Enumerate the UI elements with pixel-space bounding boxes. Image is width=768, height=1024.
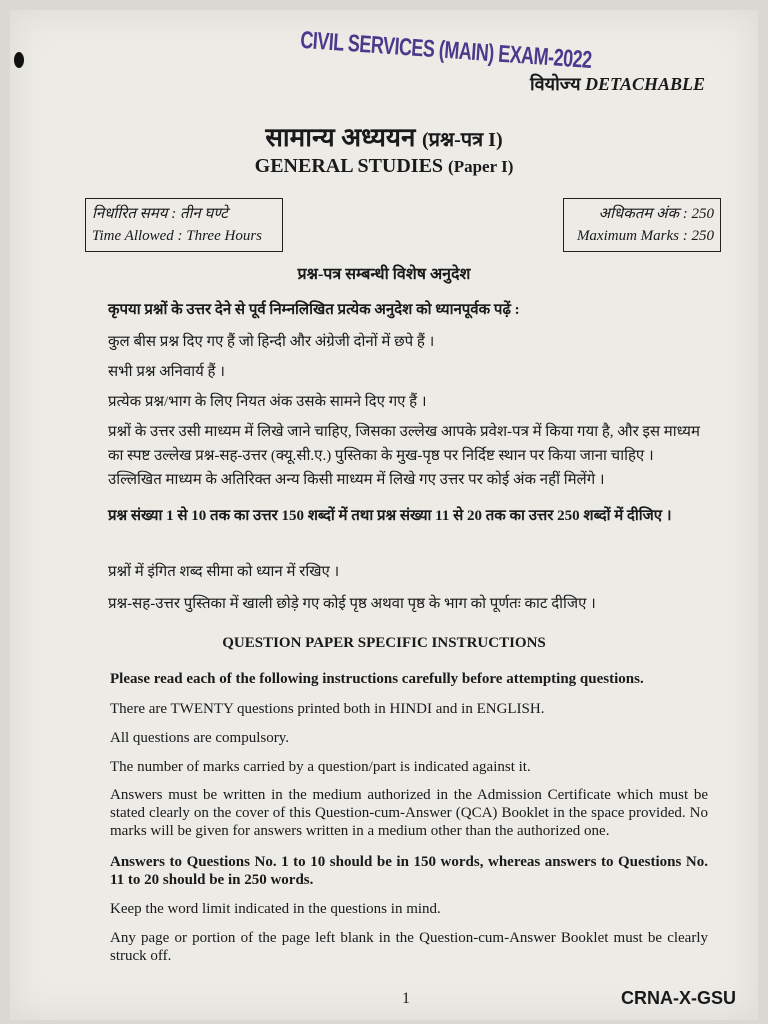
detachable-label [530,72,705,96]
title-english-main: GENERAL STUDIES [254,155,444,177]
title-hindi [10,118,758,154]
title-hindi-paper: (प्रश्न-पत्र I) [421,129,503,151]
detachable-hindi: वियोज्य [530,74,581,94]
exam-paper-page [10,10,758,1020]
booklet-code: CRNA-X-GSU [621,988,736,1008]
english-instruction-5: Answers to Questions No. 1 to 10 should be in 150 words, whereas answers to Questions No. 11 to 20 should be in 250 words. [110,854,708,888]
hindi-instruction-intro: कृपया प्रश्नों के उत्तर देने से पूर्व निम्नलिखित प्रत्येक अनुदेश को ध्यानपूर्वक पढ़ें : [108,302,520,318]
maximum-marks-box [563,198,721,252]
english-instruction-2: All questions are compulsory. [110,730,289,746]
english-instruction-7: Any page or portion of the page left blank in the Question-cum-Answer Booklet must be clearly struck off. [110,930,708,964]
english-instructions-heading: QUESTION PAPER SPECIFIC INSTRUCTIONS [222,635,546,651]
hindi-instruction-3: प्रत्येक प्रश्न/भाग के लिए नियत अंक उसके सामने दिए गए हैं । [108,394,427,410]
english-instruction-3: The number of marks carried by a question/part is indicated against it. [110,759,531,775]
time-allowed-english: Time Allowed : Three Hours [92,228,263,244]
title-hindi-main: सामान्य अध्ययन [265,123,416,152]
title-english [10,155,758,178]
time-allowed-hindi: निर्धारित समय : तीन घण्टे [92,206,228,222]
hindi-instruction-4: प्रश्नों के उत्तर उसी माध्यम में लिखे जाने चाहिए, जिसका उल्लेख आपके प्रवेश-पत्र में किया गया है, और इस माध्यम का स्पष्ट उल्लेख प्रश्न-सह-उत्तर (क्यू.सी.ए.) पुस्तिका के मुख-पृष्ठ पर निर्दिष्ट स्थान पर किया जाना चाहिए । उल्लिखित माध्यम के अतिरिक्त अन्य किसी माध्यम में लिखे गए उत्तर पर कोई अंक नहीं मिलेंगे । [108,424,700,488]
detachable-english: DETACHABLE [585,74,706,94]
hindi-instruction-7: प्रश्न-सह-उत्तर पुस्तिका में खाली छोड़े गए कोई पृष्ठ अथवा पृष्ठ के भाग को पूर्णतः काट दीजिए । [108,596,596,612]
maximum-marks-english: Maximum Marks : 250 [576,228,714,244]
hindi-instruction-5: प्रश्न संख्या 1 से 10 तक का उत्तर 150 शब्दों में तथा प्रश्न संख्या 11 से 20 तक का उत्तर 250 शब्दों में दीजिए । [108,508,672,524]
hindi-instruction-2: सभी प्रश्न अनिवार्य हैं । [108,364,225,380]
hindi-instruction-1: कुल बीस प्रश्न दिए गए हैं जो हिन्दी और अंग्रेजी दोनों में छपे हैं । [108,334,435,350]
exam-stamp: CIVIL SERVICES (MAIN) EXAM-2022 [299,26,593,74]
page-number: 1 [402,990,410,1007]
hindi-instructions-heading: प्रश्न-पत्र सम्बन्धी विशेष अनुदेश [297,266,471,283]
english-instruction-1: There are TWENTY questions printed both in HINDI and in ENGLISH. [110,701,545,717]
punch-hole [14,52,24,68]
time-allowed-box [85,198,283,252]
title-english-paper: (Paper I) [448,157,514,176]
maximum-marks-hindi: अधिकतम अंक : 250 [598,206,714,222]
hindi-instruction-6: प्रश्नों में इंगित शब्द सीमा को ध्यान में रखिए । [108,564,340,580]
english-instruction-4: Answers must be written in the medium authorized in the Admission Certificate which must be stated clearly on the cover of this Question-cum-Answer (QCA) Booklet in the space provided. No marks will be given for answers written in a medium other than the authorized one. [110,787,708,839]
english-instruction-6: Keep the word limit indicated in the questions in mind. [110,901,441,917]
english-instruction-intro: Please read each of the following instructions carefully before attempting questions. [110,671,644,687]
